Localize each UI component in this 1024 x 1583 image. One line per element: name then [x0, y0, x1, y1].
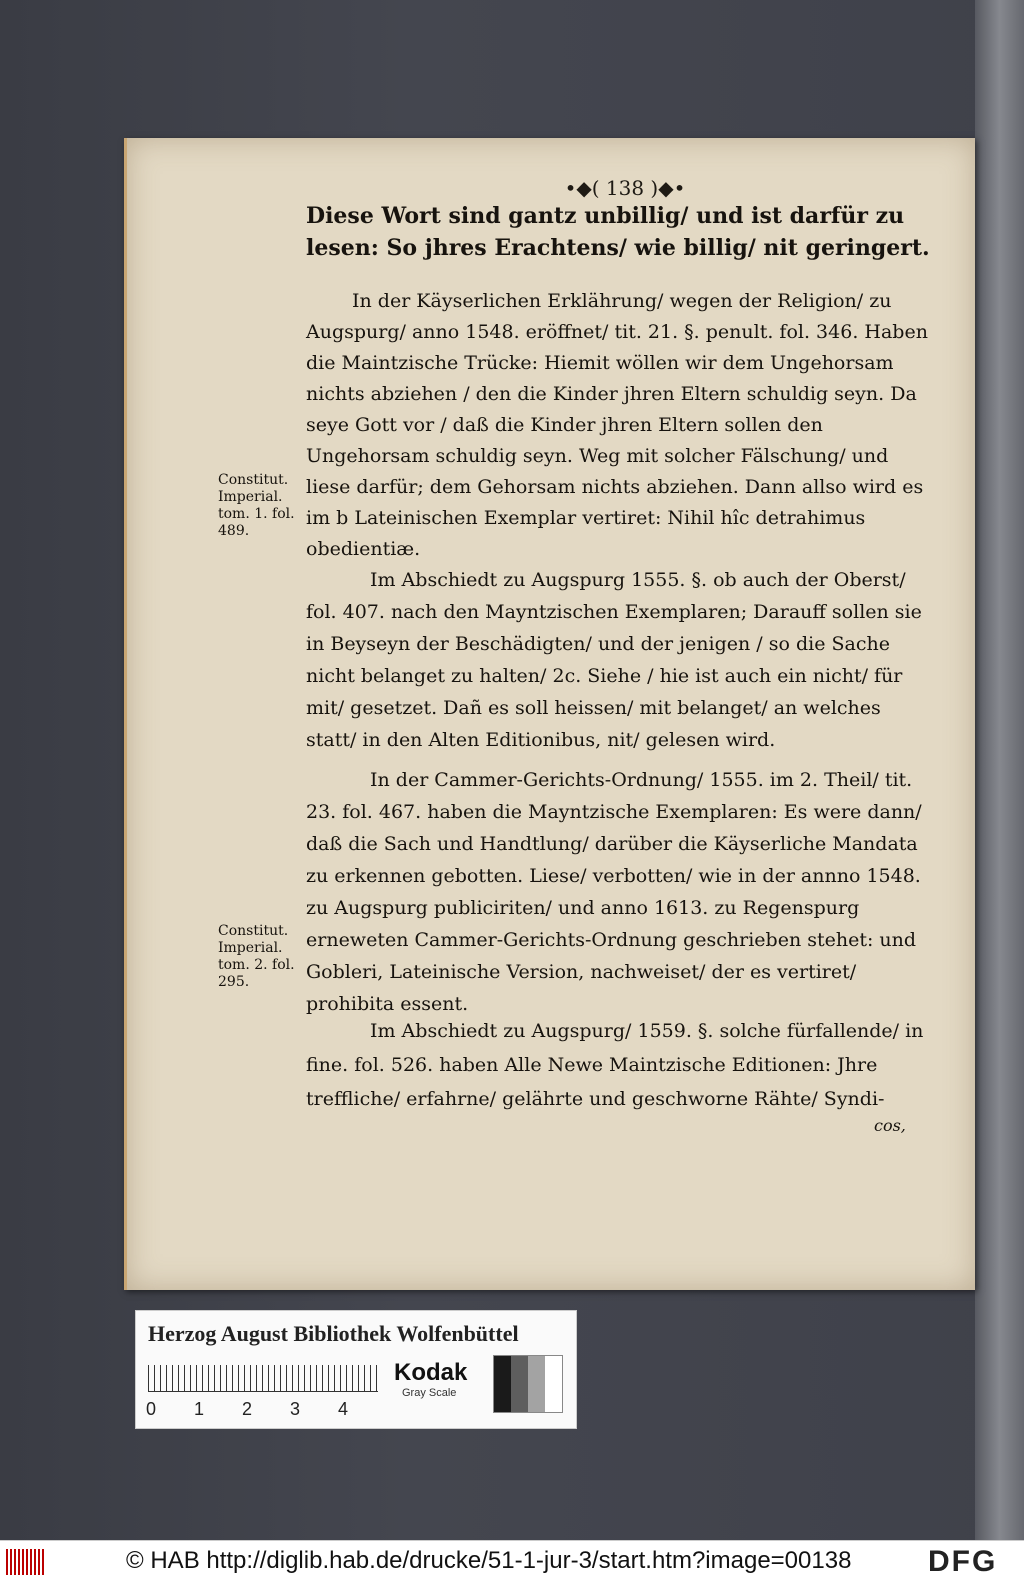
source-url[interactable]: © HAB http://diglib.hab.de/drucke/51-1-jur-3/start.htm?image=00138 [126, 1547, 852, 1574]
margin-note-2: Constitut. Imperial. tom. 2. fol. 295. [218, 923, 295, 990]
dfg-logo: DFG [928, 1545, 998, 1578]
adjacent-page-edge [975, 0, 1024, 1540]
paragraph-2: In der Käyserlichen Erklährung/ wegen der Religion/ zu Augspurg/ anno 1548. eröffnet/ tit. 21. §. penult. fol. 346. Haben die Maintzische Trücke: Hiemit wöllen wir dem Ungehorsam nichts abziehen / den die Kinder jhren Eltern schuldig seyn. Da seye Gott vor / daß die Kinder jhren Eltern sollen den Ungehorsam schuldig seyn. Weg mit solcher Fälschung/ und liese darfür; dem Gehorsam nichts abziehen. Dann allso wird es im b Lateinischen Exemplar vertiret: Nihil hîc detrahimus obedientiæ. [306, 290, 928, 560]
library-name: Herzog August Bibliothek Wolfenbüttel [148, 1321, 519, 1346]
swatch [545, 1356, 562, 1412]
ruler-label: 3 [290, 1399, 301, 1419]
ruler-label: 1 [194, 1399, 205, 1419]
page-number: •◆( 138 )◆• [564, 176, 686, 200]
paragraph-3: Im Abschiedt zu Augspurg 1555. §. ob auch der Oberst/ fol. 407. nach den Mayntzischen Exemplaren; Darauff sollen sie in Beyseyn der Beschädigten/ und der jenigen / so die Sache nicht belanget zu halten/ 2c. Siehe / hie ist auch ein nicht/ für mit/ gesetzet. Dañ es soll heissen/ mit belanget/ an welches statt/ in den Alten Editionibus, nit/ gelesen wird. [306, 569, 922, 751]
swatch [528, 1356, 545, 1412]
ruler-label: 0 [146, 1399, 157, 1419]
paragraph-5: Im Abschiedt zu Augspurg/ 1559. §. solche fürfallende/ in fine. fol. 526. haben Alle Newe Maintzische Editionen: Jhre treffliche/ erfahrne/ gelährte und geschworne Rähte/ Syndi- [306, 1020, 924, 1110]
gray-scale-label: Gray Scale [402, 1387, 457, 1399]
paragraph-1: Diese Wort sind gantz unbillig/ und ist darfür zu lesen: So jhres Erachtens/ wie billig/ nit geringert. [306, 203, 930, 261]
margin-note-1: Constitut. Imperial. tom. 1. fol. 489. [218, 472, 295, 539]
gray-swatches [493, 1355, 563, 1413]
catchword: cos, [874, 1116, 906, 1135]
barcode-icon [6, 1549, 46, 1575]
paragraph-4: In der Cammer-Gerichts-Ordnung/ 1555. im 2. Theil/ tit. 23. fol. 467. haben die Mayntzische Exemplaren: Es were dann/ daß die Sach und Handtlung/ darüber die Käyserliche Mandata zu erkennen gebotten. Liese/ verbotten/ wie in der annno 1548. zu Augspurg publiciriten/ und anno 1613. zu Regenspurg erneweten Cammer-Gerichts-Ordnung geschrieben stehet: und Gobleri, Lateinische Version, nachweiset/ der es vertiret/ prohibita essent. [306, 769, 922, 1015]
color-calibration-card [135, 1310, 577, 1429]
kodak-logo: Kodak [394, 1359, 468, 1386]
ruler-label: 2 [242, 1399, 253, 1419]
footer-bar [0, 1540, 1024, 1583]
swatch [494, 1356, 511, 1412]
swatch [511, 1356, 528, 1412]
scale-ruler [148, 1365, 378, 1392]
ruler-label: 4 [338, 1399, 349, 1419]
ruler-labels [146, 1399, 386, 1420]
